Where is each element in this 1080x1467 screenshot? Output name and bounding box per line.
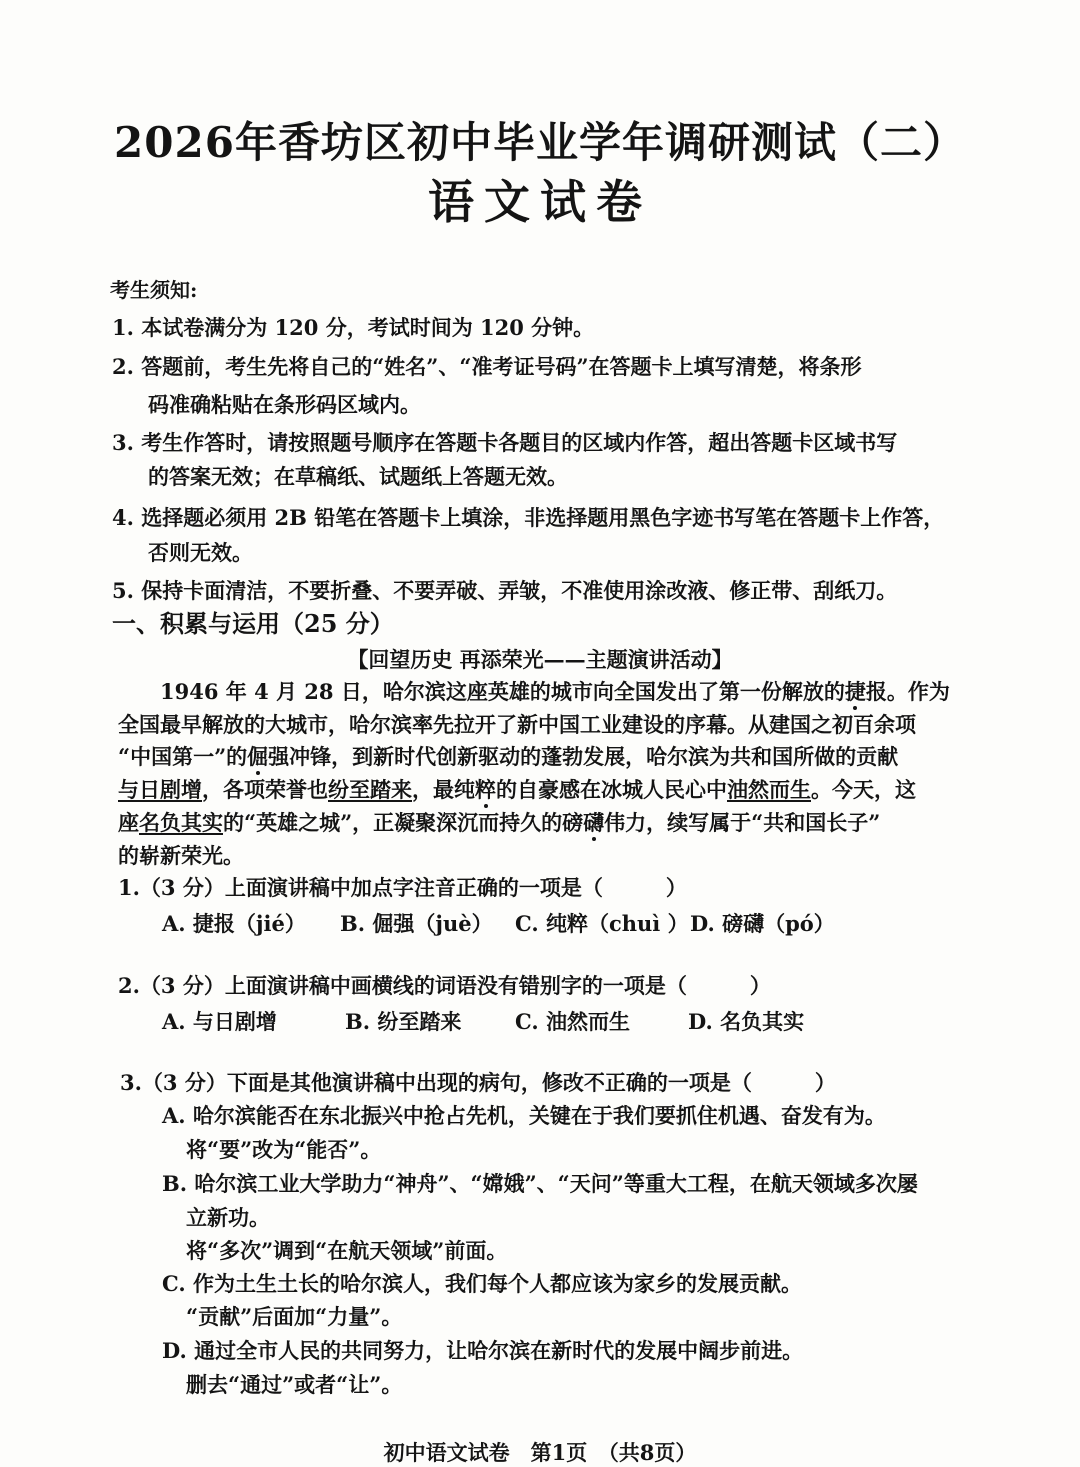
q3-stem: 3.（3 分）下面是其他演讲稿中出现的病句，修改不正确的一项是（ ） <box>120 1070 836 1095</box>
notice-line-5: 5. 保持卡面清洁，不要折叠、不要弄破、弄皱，不准使用涂改液、修正带、刮纸刀。 <box>112 578 898 603</box>
page-footer: 初中语文试卷 第1页 （共8页） <box>383 1440 697 1465</box>
notice-heading: 考生须知: <box>110 278 198 302</box>
notice-line-1: 1. 本试卷满分为 120 分，考试时间为 120 分钟。 <box>112 315 595 340</box>
notice-line-3: 3. 考生作答时，请按照题号顺序在答题卡各题目的区域内作答，超出答题卡区域书写 <box>112 430 898 455</box>
notice-line-4-cont: 否则无效。 <box>148 540 253 565</box>
dotted-char: 粹 <box>475 777 496 802</box>
dotted-char: 倔 <box>247 744 269 769</box>
passage-line-1: 1946 年 4 月 28 日，哈尔滨这座英雄的城市向全国发出了第一份解放的捷报。作为 <box>160 679 950 704</box>
q1-option-d: D. 磅礴（pó） <box>690 911 835 936</box>
q1-option-b: B. 倔强（juè） <box>340 911 493 936</box>
q3-option-b: B. 哈尔滨工业大学助力“神舟”、“嫦娥”、“天问”等重大工程，在航天领域多次屡 <box>162 1171 918 1196</box>
notice-line-3-cont: 的答案无效；在草稿纸、试题纸上答题无效。 <box>148 464 568 489</box>
q2-option-a: A. 与日剧增 <box>162 1009 277 1034</box>
notice-line-2-cont: 码准确粘贴在条形码区域内。 <box>148 392 421 417</box>
underlined-word: 纷至踏来 <box>328 777 412 802</box>
q1-option-a: A. 捷报（jié） <box>162 911 306 936</box>
passage-line-6: 的崭新荣光。 <box>118 843 244 868</box>
q3-option-d-fix: 删去“通过”或者“让”。 <box>186 1372 403 1397</box>
passage-line-3: “中国第一”的倔强冲锋，到新时代创新驱动的蓬勃发展，哈尔滨为共和国所做的贡献 <box>118 744 899 769</box>
q3-option-c: C. 作为土生土长的哈尔滨人，我们每个人都应该为家乡的发展贡献。 <box>162 1271 802 1296</box>
underlined-word: 名负其实 <box>139 810 223 835</box>
dotted-char: 捷 <box>844 679 866 704</box>
q2-option-b: B. 纷至踏来 <box>345 1009 462 1034</box>
notice-line-4: 4. 选择题必须用 2B 铅笔在答题卡上填涂，非选择题用黑色字迹书写笔在答题卡上作答， <box>112 505 945 530</box>
q2-option-c: C. 油然而生 <box>515 1009 630 1034</box>
exam-title: 2026年香坊区初中毕业学年调研测试（二） <box>114 118 966 167</box>
q3-option-a: A. 哈尔滨能否在东北振兴中抢占先机，关键在于我们要抓住机遇、奋发有为。 <box>162 1103 886 1128</box>
q3-option-c-fix: “贡献”后面加“力量”。 <box>186 1304 403 1329</box>
q3-option-d: D. 通过全市人民的共同努力，让哈尔滨在新时代的发展中阔步前进。 <box>162 1338 804 1363</box>
exam-subtitle: 语文试卷 <box>428 175 652 229</box>
dotted-char: 礴 <box>583 810 605 835</box>
passage-line-2: 全国最早解放的大城市，哈尔滨率先拉开了新中国工业建设的序幕。从建国之初百余项 <box>118 712 916 737</box>
q3-option-b-fix: 将“多次”调到“在航天领域”前面。 <box>186 1238 508 1263</box>
underlined-word: 油然而生 <box>727 777 811 802</box>
q3-option-a-fix: 将“要”改为“能否”。 <box>186 1137 382 1162</box>
section-subheading: 【回望历史 再添荣光——主题演讲活动】 <box>347 647 733 672</box>
q2-option-d: D. 名负其实 <box>688 1009 805 1034</box>
q1-stem: 1.（3 分）上面演讲稿中加点字注音正确的一项是（ ） <box>118 875 687 900</box>
q2-stem: 2.（3 分）上面演讲稿中画横线的词语没有错别字的一项是（ ） <box>118 973 771 998</box>
section-heading: 一、积累与运用（25 分） <box>112 609 394 638</box>
notice-line-2: 2. 答题前，考生先将自己的“姓名”、“准考证号码”在答题卡上填写清楚，将条形 <box>112 354 862 379</box>
passage-line-4: 与日剧增，各项荣誉也纷至踏来，最纯粹的自豪感在冰城人民心中油然而生。今天，这 <box>118 777 916 802</box>
underlined-word: 与日剧增 <box>118 777 202 802</box>
passage-line-5: 座名负其实的“英雄之城”，正凝聚深沉而持久的磅礴伟力，续写属于“共和国长子” <box>118 810 881 835</box>
q1-option-c: C. 纯粹（chuì ） <box>515 911 689 936</box>
q3-option-b-cont: 立新功。 <box>186 1205 270 1230</box>
